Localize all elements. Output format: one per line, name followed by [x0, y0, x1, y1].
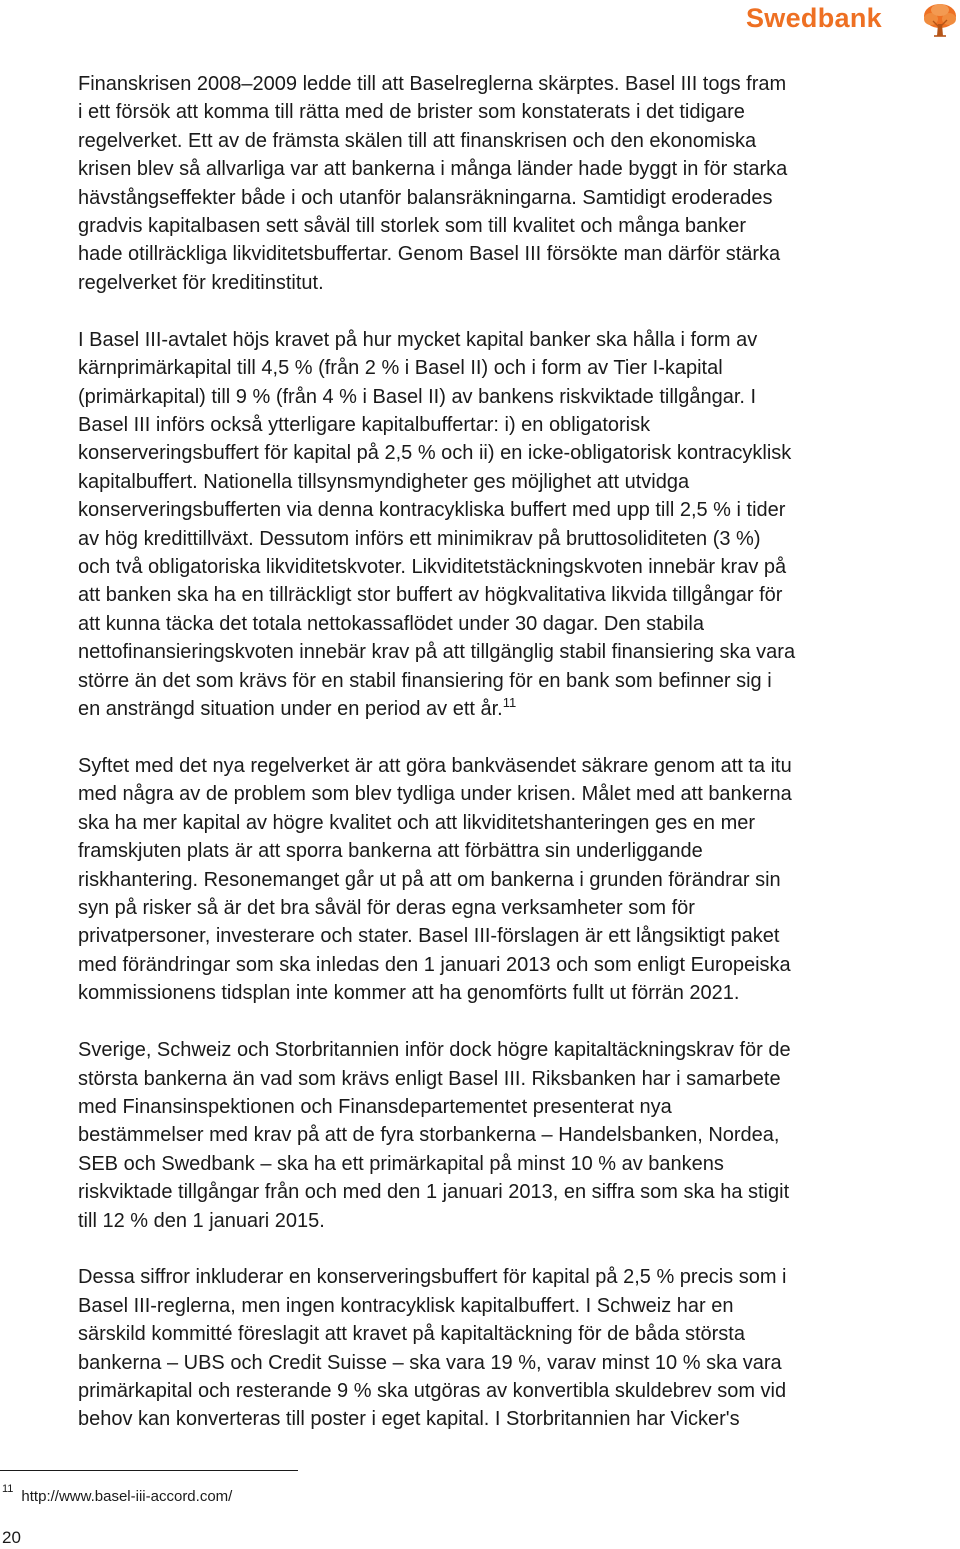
- oak-tree-icon: [922, 2, 958, 40]
- paragraph-text: Sverige, Schweiz och Storbritannien inför dock högre kapitaltäckningskrav för de största bankerna än vad som krävs enligt Basel III. Riksbanken har i samarbete med Finansinspektionen och Finansdepartementet presenterat nya bestämmelser med krav på att de fyra storbankerna – Handelsbanken, Nordea, SEB och Swedbank – ska ha ett primärkapital på minst 10 % av bankens riskviktade tillgångar från och med den 1 januari 2013, en siffra som ska ha stigit till 12 % den 1 januari 2015.: [78, 1039, 791, 1232]
- footnote: [2, 1480, 232, 1506]
- paragraph-text: Finanskrisen 2008–2009 ledde till att Baselreglerna skärptes. Basel III togs fram i ett försök att komma till rätta med de brister som konstaterats i det tidigare regelverket. Ett av de främsta skälen till att finanskrisen och den ekonomiska krisen blev så allvarliga var att bankerna i många länder hade byggt in för starka hävstångseffekter både i och utanför balansräkningarna. Samtidigt eroderades gradvis kapitalbasen sett såväl till storlek som till kvalitet och många banker hade otillräckliga likviditetsbuffertar. Genom Basel III försökte man därför stärka regelverket för kreditinstitut.: [78, 73, 788, 294]
- paragraph-basel-intro: [78, 70, 958, 297]
- paragraph-text: I Basel III-avtalet höjs kravet på hur mycket kapital banker ska hålla i form av kärnprimärkapital till 4,5 % (från 2 % i Basel II) och i form av Tier I-kapital (primärkapital) till 9 % (från 4 % i Basel II) av bankens riskviktade tillgångar. I Basel III införs också ytterligare kapitalbuffertar: i) en obligatorisk konserveringsbuffert för kapital på 2,5 % och ii) en icke-obligatorisk kontracyklisk kapitalbuffert. Nationella tillsynsmyndigheter ges möjlighet att utvidga konserveringsbufferten via denna kontracykliska buffert med upp till 2,5 % i tider av hög kredittillväxt. Dessutom införs ett minimikrav på bruttosoliditeten (3 %) och två obligatoriska likviditetskvoter. Likviditetstäckningskvoten innebär krav på att banken ska ha en tillräckligt stor buffert av högkvalitativa likvida tillgångar för att kunna täcka det totala nettokassaflödet under 30 dagar. Den stabila nettofinansieringskvoten innebär krav på att tillgänglig stabil finansiering ska vara större än det som krävs för en stabil finansiering för en bank som befinner sig i en ansträngd situation under en period av ett år.: [78, 328, 796, 721]
- footnote-divider: [0, 1470, 298, 1471]
- paragraph-basel-requirements: [78, 326, 958, 724]
- paragraph-purpose: [78, 752, 958, 1008]
- paragraph-buffers: [78, 1263, 958, 1433]
- paragraph-text: Syftet med det nya regelverket är att göra bankväsendet säkrare genom att ta itu med några av de problem som blev tydliga under krisen. Målet med att bankerna ska ha mer kapital av högre kvalitet och att likviditetshanteringen ges en mer framskjuten plats är att sporra bankerna att förbättra sin underliggande riskhantering. Resonemanget går ut på att om bankerna i grunden förändrar sin syn på risker så är det bra såväl för deras egna verksamheter som för privatpersoner, investerare och stater. Basel III-förslagen är ett långsiktigt paket med förändringar som ska inledas den 1 januari 2013 och som enligt Europeiska kommissionens tidsplan inte kommer att ha genomförts fullt ut förrän 2021.: [78, 754, 792, 1005]
- brand-name: Swedbank: [746, 3, 882, 33]
- swedbank-logo: [746, 2, 958, 40]
- footnote-reference[interactable]: 11: [502, 695, 517, 711]
- footnote-link[interactable]: http://www.basel-iii-accord.com/: [21, 1488, 233, 1505]
- body-text: [78, 70, 958, 1462]
- page-number: 20: [2, 1528, 21, 1547]
- paragraph-national-requirements: [78, 1036, 958, 1235]
- footnote-mark: 11: [2, 1483, 14, 1495]
- paragraph-text: Dessa siffror inkluderar en konserveringsbuffert för kapital på 2,5 % precis som i Basel III-reglerna, men ingen kontracyklisk kapitalbuffert. I Schweiz har en särskild kommitté föreslagit att kravet på kapitaltäckning för de båda största bankerna – UBS och Credit Suisse – ska vara 19 %, varav minst 10 % ska vara primärkapital och resterande 9 % ska utgöras av konvertibla skuldebrev som vid behov kan konverteras till poster i eget kapital. I Storbritannien har Vicker's: [78, 1266, 787, 1431]
